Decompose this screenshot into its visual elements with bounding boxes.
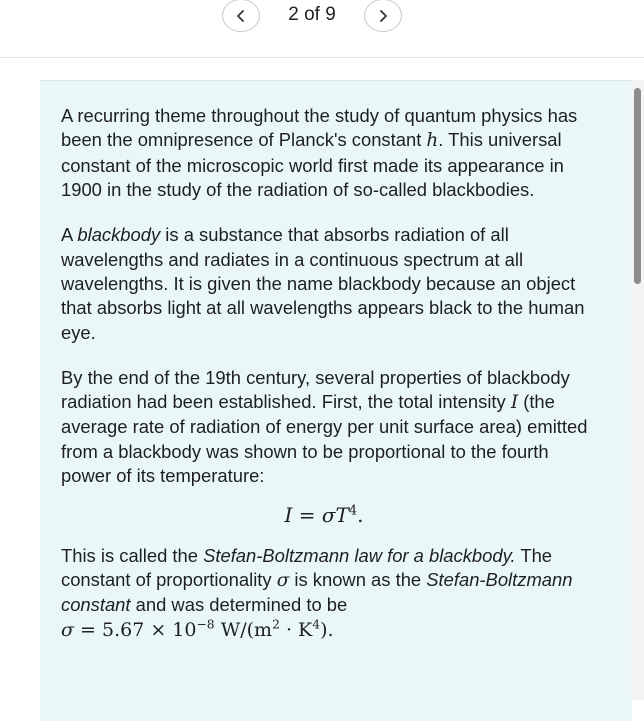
sigma-symbol: σ [276, 570, 290, 591]
planck-constant-symbol: h [426, 130, 439, 152]
vertical-scrollbar[interactable] [631, 80, 644, 700]
sigma-value-equation: $\sigma = 5.67 \times 10^{-8}$ $W/(m^2 \cdot K^4)$. [61, 617, 334, 641]
paragraph-1: A recurring theme throughout the study of quantum physics has been the omnipresence of Planck's constant h. This universal constant of the microscopic world first made its appearance in 1900 in the study of the radiation of so-called blackbodies. [61, 105, 578, 201]
paragraph-3: By the end of the 19th century, several properties of blackbody radiation had been established. First, the total intensity I (the average rate of radiation of energy per unit surface area) emitted from a blackbody was shown to be proportional to the fourth power of its temperature: [61, 366, 588, 487]
paragraph-4: This is called the Stefan-Boltzmann law for a blackbody. The constant of proportionality σ is known as the Stefan-Boltzmann constant and was determined to be $\sigma = 5.67 \times 10^{-8}$ $W/(m^2 \cdot K^4)$. [61, 544, 573, 641]
previous-page-button[interactable] [222, 0, 260, 32]
article-body [61, 104, 589, 663]
chevron-right-icon [376, 9, 390, 23]
term-stefan-boltzmann-constant: Stefan-Boltzmann constant [61, 569, 573, 616]
next-page-button[interactable] [364, 0, 402, 32]
paragraph-2: A blackbody is a substance that absorbs radiation of all wavelengths and radiates in a continuous spectrum at all wavelengths. It is given the name blackbody because an object that absorbs light at all wavelengths appears black to the human eye. [61, 224, 585, 343]
stefan-boltzmann-equation: $I = \sigma T^4$. [284, 503, 364, 528]
chevron-left-icon [234, 9, 248, 23]
intensity-symbol: I [510, 392, 519, 414]
scrollbar-thumb[interactable] [634, 88, 641, 284]
term-blackbody: blackbody [77, 224, 161, 246]
pager-bar [0, 0, 644, 58]
term-stefan-boltzmann-law: Stefan-Boltzmann law for a blackbody. [203, 544, 516, 566]
page-indicator: 2 of 9 [288, 4, 336, 25]
